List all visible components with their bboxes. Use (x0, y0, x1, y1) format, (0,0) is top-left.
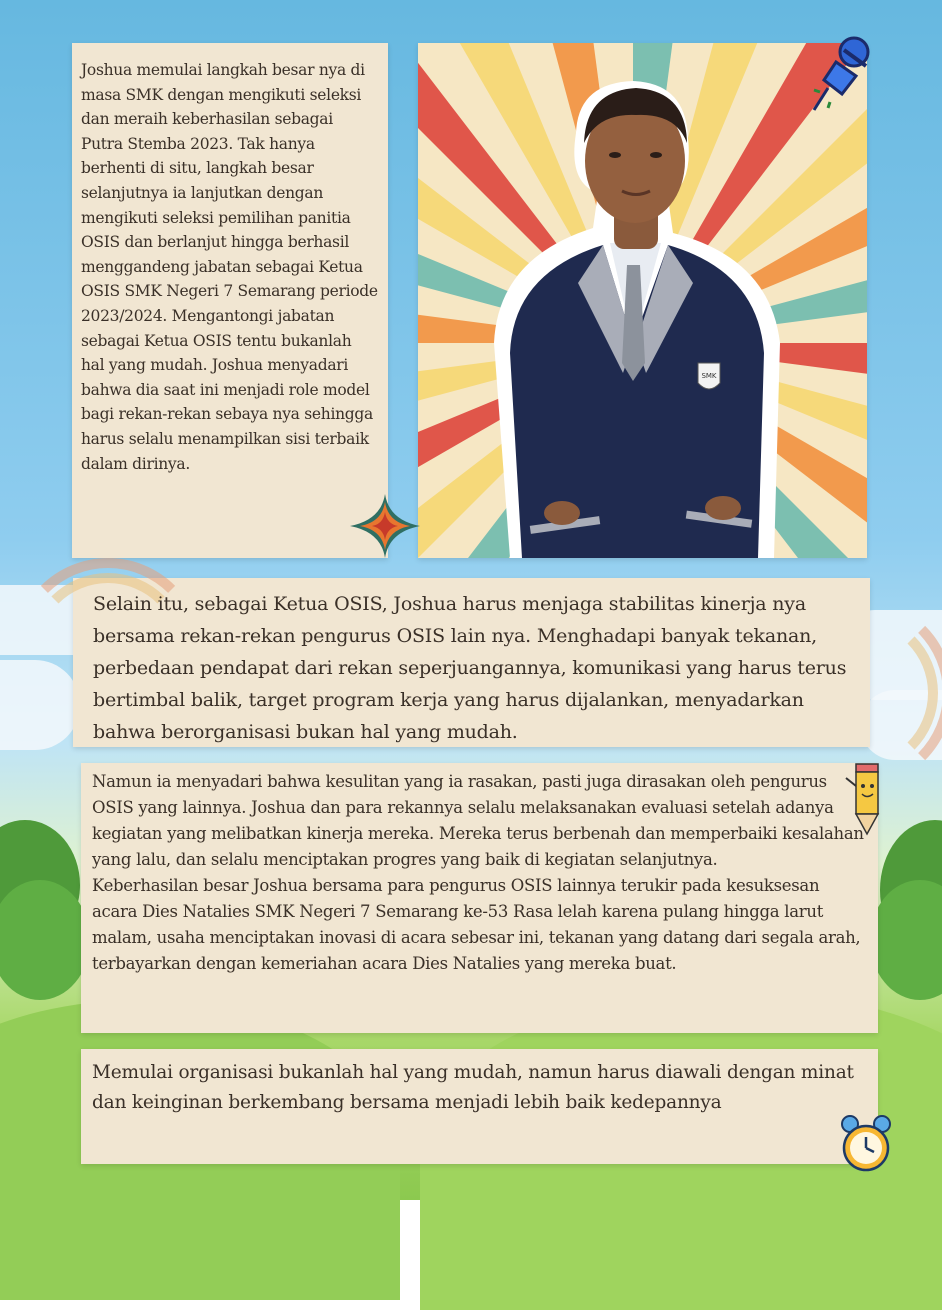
alarm-clock-icon (836, 1112, 898, 1174)
story-card-evaluation (81, 763, 878, 1033)
sparkle-star-icon (350, 494, 420, 558)
pushpin-icon (808, 32, 880, 122)
intro-paragraph: Joshua memulai langkah besar nya di masa SMK dengan mengikuti seleksi dan meraih keberhasilan sebagai Putra Stemba 2023. Tak hanya berhenti di situ, langkah besar selanjutnya ia lanjutkan dengan mengikuti seleksi pemilihan panitia OSIS dan berlanjut hingga berhasil menggandeng jabatan sebagai Ketua OSIS SMK Negeri 7 Semarang periode 2023/2024. Mengantongi jabatan sebagai Ketua OSIS tentu bukanlah hal yang mudah. Joshua menyadari bahwa dia saat ini menjadi role model bagi rekan-rekan sebaya nya sehingga harus selalu menampilkan sisi terbaik dalam dirinya. (81, 61, 378, 473)
story-card-leadership (73, 578, 870, 747)
school-badge-icon (698, 363, 720, 389)
closing-paragraph: Memulai organisasi bukanlah hal yang mudah, namun harus diawali dengan minat dan keinginan berkembang bersama menjadi lebih baik kedepannya (92, 1062, 854, 1113)
sunburst-background (418, 43, 867, 558)
badge-text: SMK (701, 372, 717, 380)
evaluation-paragraph: Namun ia menyadari bahwa kesulitan yang ia rasakan, pasti juga dirasakan oleh pengurus OSIS yang lainnya. Joshua dan para rekannya selalu melaksanakan evaluasi setelah adanya kegiatan yang melibatkan kinerja mereka. Mereka terus berbenah dan memperbaiki kesalahan yang lalu, dan selalu menciptakan progres yang baik di kegiatan selanjutnya. (92, 772, 864, 869)
story-card-closing (81, 1049, 878, 1164)
story-card-intro (72, 43, 388, 558)
achievement-paragraph: Keberhasilan besar Joshua bersama para pengurus OSIS lainnya terukir pada kesuksesan acara Dies Natalies SMK Negeri 7 Semarang ke-53 Rasa lelah karena pulang hingga larut malam, usaha menciptakan inovasi di acara sebesar ini, tekanan yang datang dari segala arah, terbayarkan dengan kemeriahan acara Dies Natalies yang mereka buat. (92, 876, 861, 973)
pencil-mascot-icon (842, 756, 890, 836)
portrait-photo (418, 43, 867, 558)
leadership-paragraph: Selain itu, sebagai Ketua OSIS, Joshua harus menjaga stabilitas kinerja nya bersama rekan-rekan pengurus OSIS lain nya. Menghadapi banyak tekanan, perbedaan pendapat dari rekan seperjuangannya, komunikasi yang harus terus bertimbal balik, target program kerja yang harus dijalankan, menyadarkan bahwa berorganisasi bukan hal yang mudah. (93, 593, 847, 743)
